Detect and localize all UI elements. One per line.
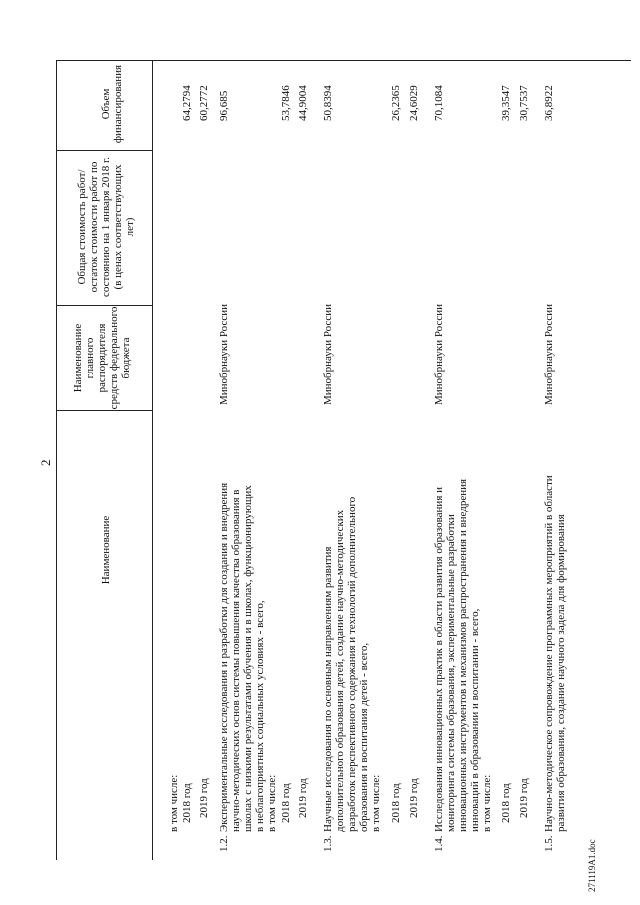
row-text-line: Научно-методическое сопровождение программных мероприятий в области [543,475,555,832]
footer-filename: 271119A1.doc [587,839,597,892]
row-2019: 2019 год [408,778,420,818]
table-rule-sep1 [56,410,152,411]
row-v2019: 30,7537 [518,85,530,121]
row-number: 1.2. [218,835,230,852]
row-text-line: разработок перспективного содержания и технологий дополнительного [346,496,358,832]
header-name: Наименование [100,515,112,585]
table-rule-left [56,60,57,860]
row-text-line: Исследования инновационных практик в области развития образования и [433,486,445,832]
row-total: 70,1084 [433,85,445,121]
row-text-line: развития образования, создание научного задела для формирования [555,514,567,832]
row-number: 1.3. [322,835,334,852]
row-2019: 2019 год [297,778,309,818]
row-v2018: 53,7846 [280,85,292,121]
row-text-line: в том числе: [481,774,493,832]
intro-v2018: 64,2794 [181,85,193,121]
row-text-line: в неблагоприятных социальных условиях - всего, [254,600,266,832]
row-2018: 2018 год [500,783,512,823]
row-number: 1.5. [543,835,555,852]
row-v2018: 39,3547 [500,85,512,121]
table-rule-header [152,60,153,860]
row-total: 36,8922 [543,85,555,121]
intro-label: в том числе: [168,774,180,832]
row-text-line: в том числе: [370,774,382,832]
row-text-line: инноваций в образовании и воспитании - всего, [469,608,481,832]
row-text-line: Научные исследования по основным направлениям развития [322,546,334,832]
row-text-line: Экспериментальные исследования и разработки для создания и внедрения [218,482,230,832]
row-text-line: инновационных инструментов и механизмов распространения и внедрения [457,478,469,832]
header-volume: Объем финансирования [100,64,124,144]
intro-2018: 2018 год [181,783,193,823]
row-text-line: образования и воспитания детей - всего, [358,642,370,832]
row-total: 96,685 [218,90,230,121]
header-cost: Общая стоимость работ/ остаток стоимости работ по состоянию на 1 января 2018 г. (в ценах соответствующих лет) [76,156,136,298]
row-text-line: школах с низкими результатами обучения и в школах, функционирующих [242,485,254,832]
row-2018: 2018 год [280,783,292,823]
table-rule-top [56,60,631,61]
row-text-line: в том числе: [266,774,278,832]
row-2019: 2019 год [518,778,530,818]
row-text-line: дополнительного образования детей, создание научно-методических [334,509,346,832]
header-manager: Наименование главного распорядителя средств федерального бюджета [72,306,132,410]
row-text-line: мониторинга системы образования, экспериментальные разработки [445,514,457,832]
row-v2019: 44,9004 [297,85,309,121]
intro-2019: 2019 год [198,778,210,818]
row-total: 50,8394 [322,85,334,121]
row-manager: Минобрнауки России [218,304,230,405]
row-v2018: 26,2365 [390,85,402,121]
row-manager: Минобрнауки России [322,304,334,405]
row-text-line: научно-методических основ системы повышения качества образования в [230,489,242,832]
intro-v2019: 60,2772 [198,85,210,121]
row-manager: Минобрнауки России [543,304,555,405]
row-v2019: 24,6029 [408,85,420,121]
row-number: 1.4. [433,835,445,852]
row-manager: Минобрнауки России [433,304,445,405]
row-2018: 2018 год [390,783,402,823]
page-number: 2 [38,459,53,466]
